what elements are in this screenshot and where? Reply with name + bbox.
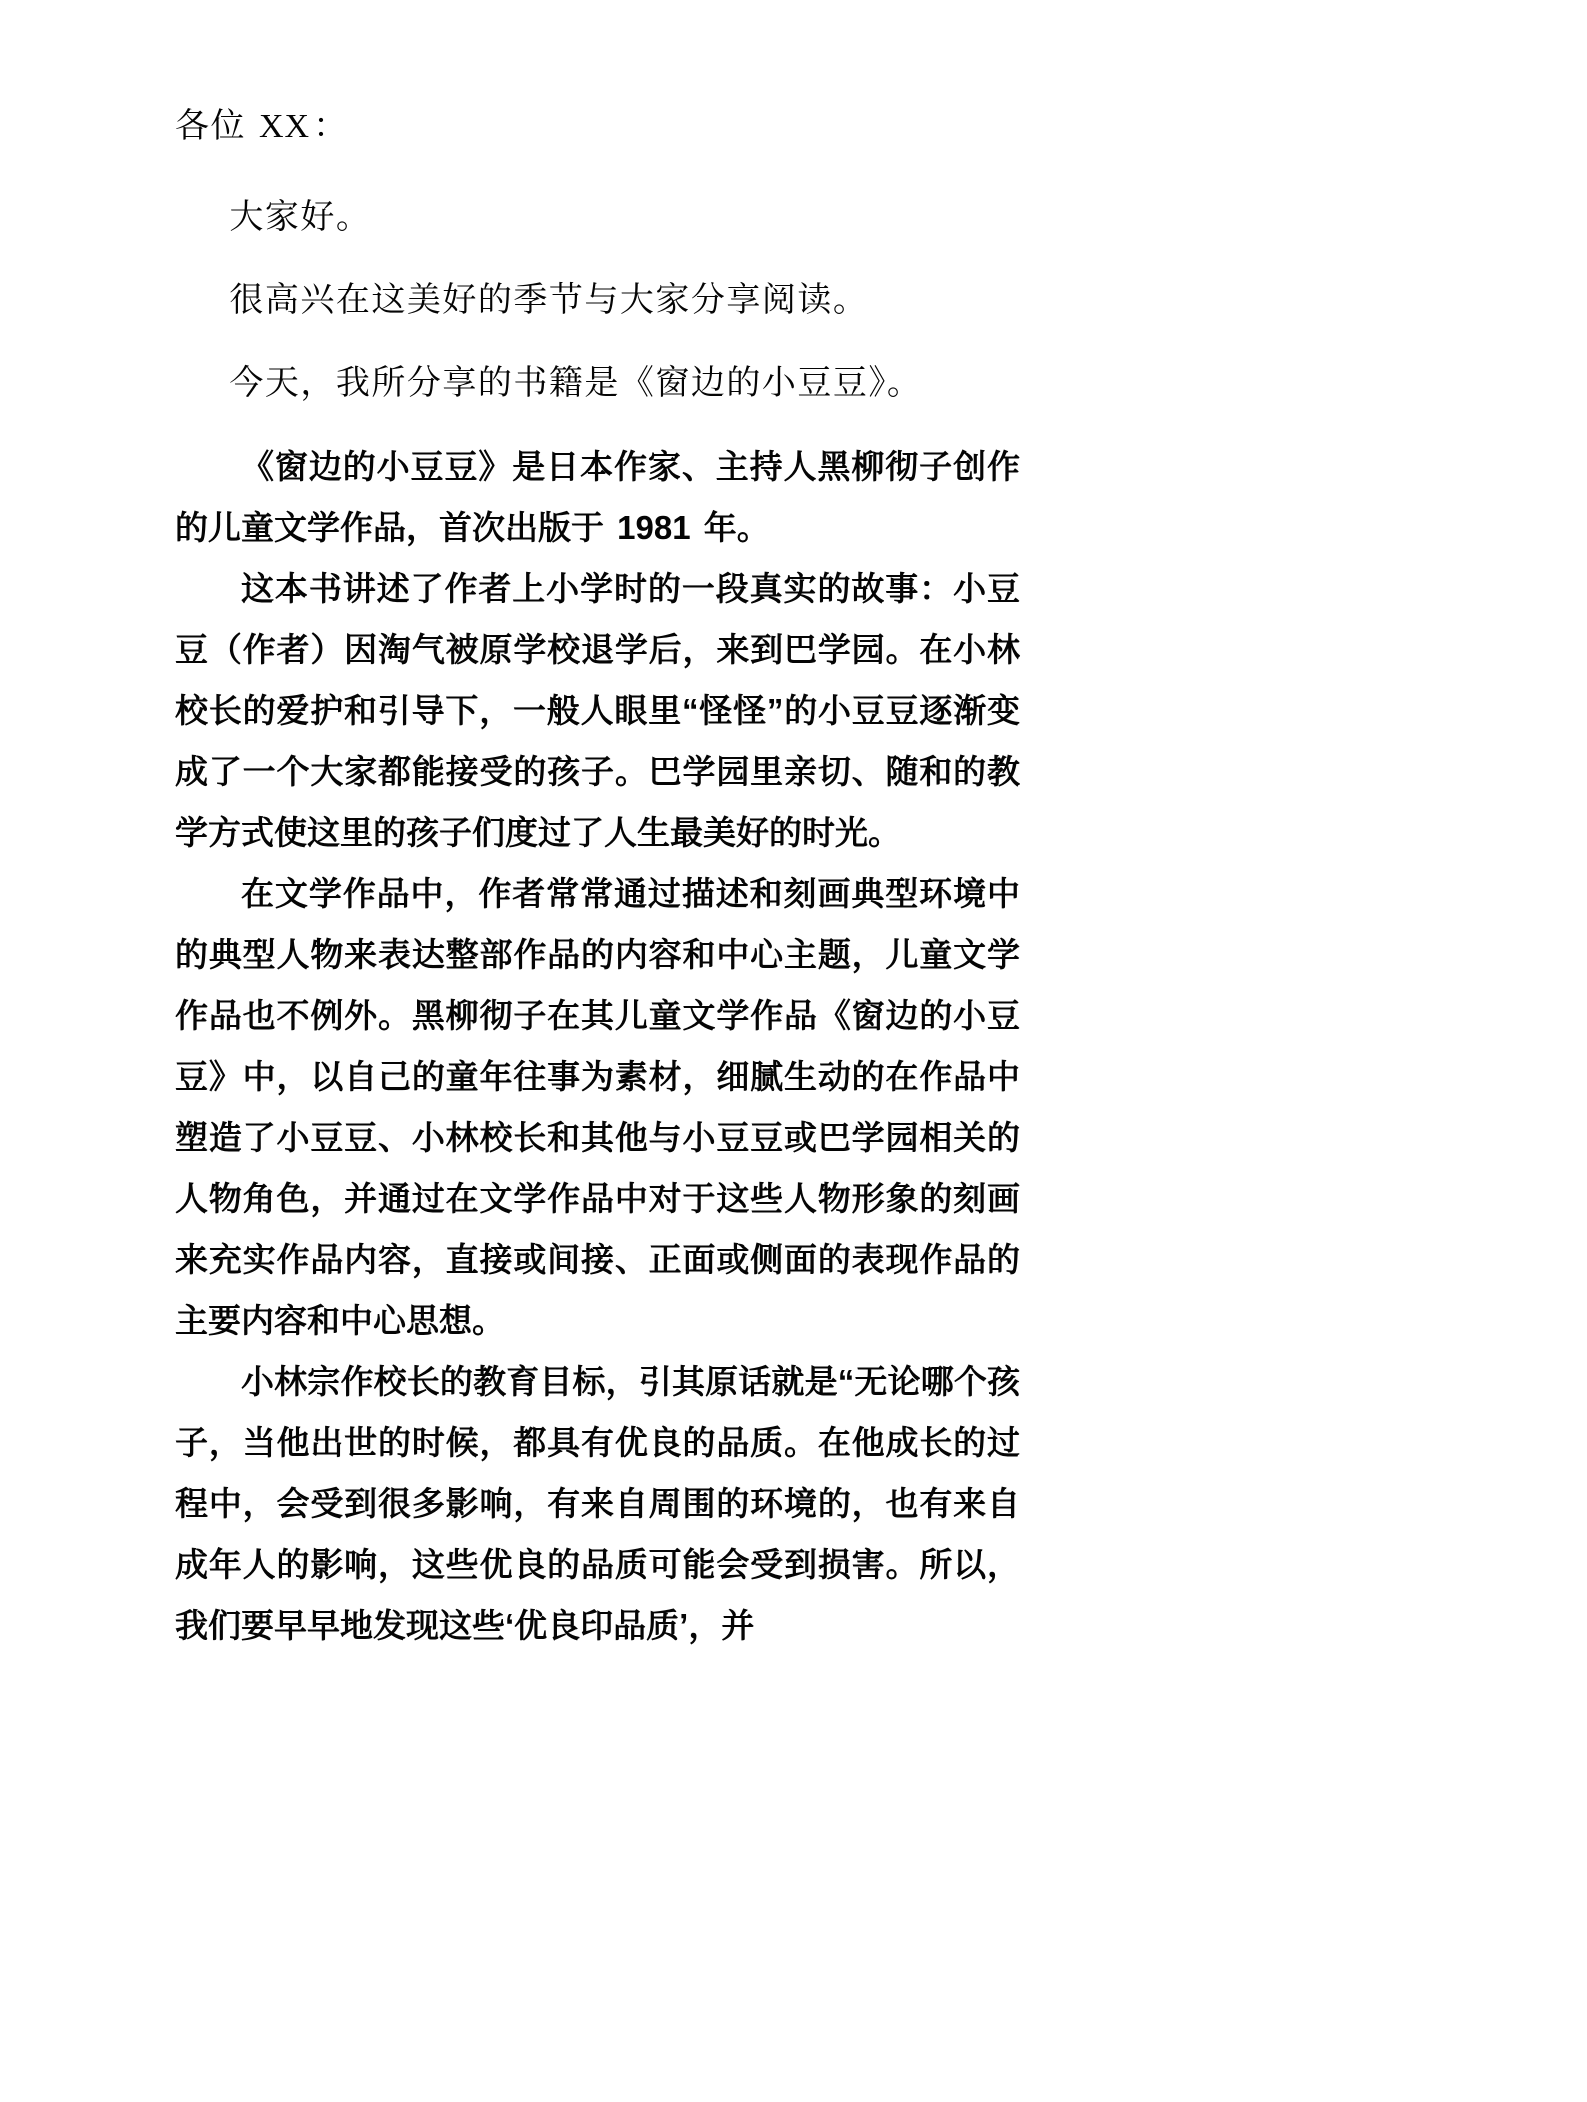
spacer <box>175 414 1020 436</box>
document-text-column <box>175 96 1020 1656</box>
paragraph-story-summary: 这本书讲述了作者上小学时的一段真实的故事：小豆豆（作者）因淘气被原学校退学后，来到巴学园。在小林校长的爱护和引导下，一般人眼里“怪怪”的小豆豆逐渐变成了一个大家都能接受的孩子。巴学园里亲切、随和的教学方式使这里的孩子们度过了人生最美好的时光。 <box>175 570 1020 851</box>
opening-line-1: 很高兴在这美好的季节与大家分享阅读。 <box>229 282 869 319</box>
latin-run: 1981 <box>617 509 691 546</box>
opening-line-2: 今天，我所分享的书籍是《窗边的小豆豆》。 <box>229 365 923 402</box>
spacer <box>175 248 1020 270</box>
paragraph-principal-philosophy: 小林宗作校长的教育目标，引其原话就是“无论哪个孩子，当他出世的时候，都具有优良的品质。在他成长的过程中，会受到很多影响，有来自周围的环境的，也有来自成年人的影响，这些优良的品质可能会受到损害。所以，我们要早早地发现这些‘优良印品质’，并 <box>175 1363 1020 1644</box>
latin-run: XX <box>259 108 311 145</box>
greeting-line: 大家好。 <box>229 199 372 236</box>
spacer <box>175 157 1020 187</box>
spacer <box>175 331 1020 353</box>
paragraph-book-intro: 《窗边的小豆豆》是日本作家、主持人黑柳彻子创作的儿童文学作品，首次出版于 1981 年。 <box>175 448 1020 546</box>
paragraph-literary-analysis: 在文学作品中，作者常常通过描述和刻画典型环境中的典型人物来表达整部作品的内容和中心主题，儿童文学作品也不例外。黑柳彻子在其儿童文学作品《窗边的小豆豆》中，以自己的童年往事为素材，细腻生动的在作品中塑造了小豆豆、小林校长和其他与小豆豆或巴学园相关的人物角色，并通过在文学作品中对于这些人物形象的刻画来充实作品内容，直接或间接、正面或侧面的表现作品的主要内容和中心思想。 <box>175 875 1020 1339</box>
salutation-line: 各位 XX： <box>175 108 349 145</box>
